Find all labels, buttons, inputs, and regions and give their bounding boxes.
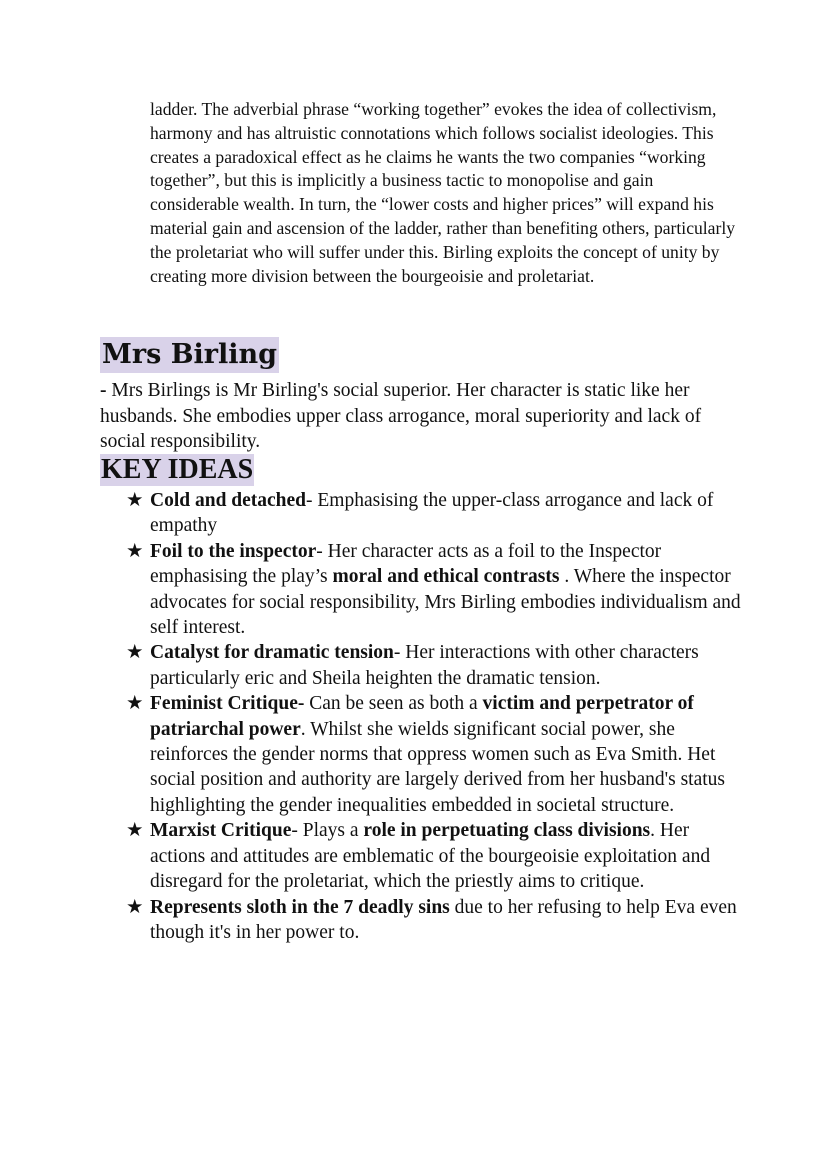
star-bullet-icon: ★ [126, 490, 144, 511]
key-idea-bold: Feminist Critique- [150, 693, 305, 715]
key-idea-bold: Foil to the inspector [150, 540, 317, 562]
star-bullet-icon: ★ [126, 642, 144, 664]
key-idea-item [126, 488, 742, 539]
key-idea-bold: moral and ethical contrasts [332, 566, 560, 588]
key-idea-item [126, 818, 742, 894]
key-idea-text: - Plays a [291, 820, 364, 842]
star-bullet-icon: ★ [126, 896, 144, 918]
star-bullet-icon: ★ [126, 820, 144, 842]
key-idea-bold: role in perpetuating class divisions [363, 820, 651, 842]
key-idea-item [126, 691, 742, 818]
key-ideas-title: KEY IDEAS [101, 454, 254, 485]
key-idea-text: - Her interactions with other characters particularly eric and Sheila heighten the dramatic tension. [150, 642, 699, 689]
star-bullet-icon: ★ [126, 540, 144, 562]
key-idea-text: - Emphasising the upper-class arrogance and lack of empathy [150, 490, 714, 537]
key-idea-text: . Where the inspector advocates for social responsibility, Mrs Birling embodies individualism and self interest. [150, 566, 741, 639]
key-idea-bold: Represents sloth in the 7 deadly sins [150, 896, 450, 918]
key-idea-text: . Whilst she wields significant social power, she reinforces the gender norms that oppress women such as Eva Smith. Het social position and authority are largely derived from her husband's status highlighting the gender inequalities embedded in societal structure. [150, 718, 726, 816]
section-title: Mrs Birling [100, 337, 279, 373]
description-text: Mrs Birlings is Mr Birling's social superior. Her character is static like her husbands. She embodies upper class arrogance, moral superiority and lack of social responsibility. [100, 380, 702, 452]
key-idea-item [126, 539, 742, 641]
key-ideas-list [126, 488, 742, 945]
character-description [100, 378, 740, 455]
key-idea-bold: victim and perpetrator of patriarchal power [150, 693, 694, 740]
description-dash: - [100, 380, 107, 401]
key-idea-bold: Marxist Critique [150, 820, 292, 842]
key-idea-text: Can be seen as both a [304, 693, 483, 715]
key-idea-bold: Catalyst for dramatic tension [150, 642, 394, 664]
key-idea-item [126, 640, 742, 691]
key-idea-bold: Cold and detached [150, 490, 307, 511]
star-bullet-icon: ★ [126, 693, 144, 715]
key-idea-text: - Her character acts as a foil to the Inspector emphasising the play’s [150, 540, 662, 588]
key-idea-text: . Her actions and attitudes are emblematic of the bourgeoisie exploitation and disregard for the proletariat, which the priestly aims to critique. [150, 820, 711, 893]
key-idea-item [126, 895, 742, 946]
key-idea-text: due to her refusing to help Eva even though it's in her power to. [150, 896, 737, 943]
intro-paragraph: ladder. The adverbial phrase “working together” evokes the idea of collectivism, harmony and has altruistic connotations which follows socialist ideologies. This creates a paradoxical effect as he claims he wants the two companies “working together”, but this is implicitly a business tactic to monopolise and gain considerable wealth. In turn, the “lower costs and higher prices” will expand his material gain and ascension of the ladder, rather than benefiting others, particularly the proletariat who will suffer under this. Birling exploits the concept of unity by creating more division between the bourgeoisie and proletariat. [150, 99, 736, 286]
